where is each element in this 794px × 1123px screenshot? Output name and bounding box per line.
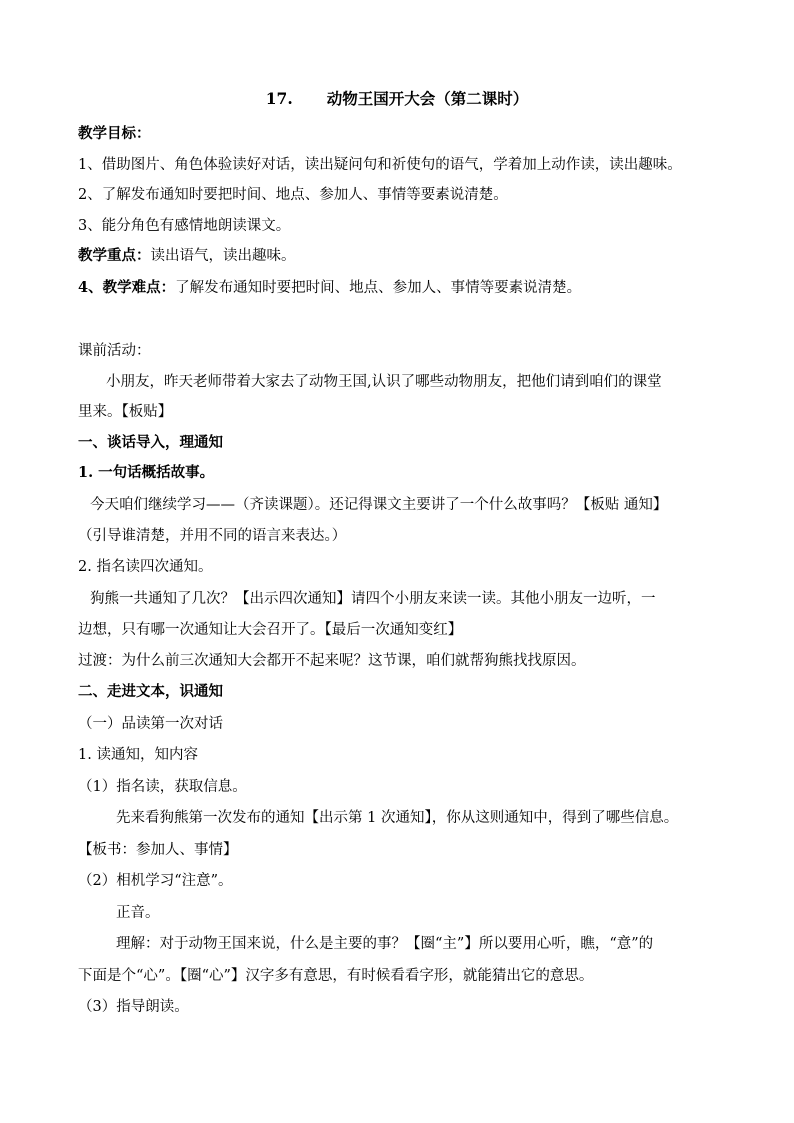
section1-heading: 一、谈话导入，理通知 xyxy=(78,434,223,451)
section2-sub1: （1）指名读，获取信息。 xyxy=(78,779,247,795)
section1-sub2-line-2: 边想，只有哪一次通知让大会召开了。【最后一次通知变红】 xyxy=(78,622,463,638)
section2-sub2-b-line-1: 理解：对于动物王国来说，什么是主要的事？【圈“主”】所以要用心听，瞧，“意”的 xyxy=(116,936,654,952)
section2-heading: 二、走进文本，识通知 xyxy=(78,683,223,700)
section2-sub1-line-1: 先来看狗熊第一次发布的通知【出示第 1 次通知】，你从这则通知中，得到了哪些信息。 xyxy=(116,810,679,826)
section2-sub3: （3）指导朗读。 xyxy=(78,999,189,1015)
pre-activity-line-2: 里来。【板贴】 xyxy=(78,404,173,420)
lesson-title xyxy=(0,88,794,110)
section1-sub1-line-1: 今天咱们继续学习——（齐读课题）。还记得课文主要讲了一个什么故事吗？【板贴 通知】 xyxy=(90,497,668,513)
difficulty xyxy=(78,278,738,298)
key-point-label: 教学重点： xyxy=(78,247,151,264)
difficulty-text: 了解发布通知时要把时间、地点、参加人、事情等要素说清楚。 xyxy=(175,280,582,296)
goal-item-2: 2、了解发布通知时要把时间、地点、参加人、事情等要素说清楚。 xyxy=(78,187,508,203)
key-point xyxy=(78,246,738,266)
section2-sub2-b-line-2: 下面是个“心”。【圈“心”】汉字多有意思，有时候看看字形，就能猜出它的意思。 xyxy=(78,968,594,984)
lesson-number: 17. xyxy=(265,89,293,108)
difficulty-label: 4、教学难点： xyxy=(78,279,176,296)
section1-sub2-line-1: 狗熊一共通知了几次？【出示四次通知】请四个小朋友来读一读。其他小朋友一边听，一 xyxy=(90,591,656,607)
key-point-text: 读出语气，读出趣味。 xyxy=(150,248,296,264)
section1-sub1: 1. 一句话概括故事。 xyxy=(78,464,215,481)
pre-activity-line-1: 小朋友，昨天老师带着大家去了动物王国,认识了哪些动物朋友，把他们请到咱们的课堂 xyxy=(106,374,662,390)
goals-heading: 教学目标： xyxy=(78,125,151,142)
section2-step1: 1. 读通知，知内容 xyxy=(78,747,198,763)
goal-item-1: 1、借助图片、角色体验读好对话，读出疑问句和祈使句的语气，学着加上动作读，读出趣味。 xyxy=(78,157,682,173)
section1-sub2: 2. 指名读四次通知。 xyxy=(78,559,213,575)
section1-sub1-line-2: （引导谁清楚，并用不同的语言来表达。） xyxy=(78,528,347,544)
section2-part1: （一）品读第一次对话 xyxy=(78,716,223,732)
goal-item-3: 3、能分角色有感情地朗读课文。 xyxy=(78,218,291,234)
section2-sub2-a: 正音。 xyxy=(116,905,160,921)
section2-sub1-line-2: 【板书：参加人、事情】 xyxy=(78,842,238,858)
lesson-title-text: 动物王国开大会（第二课时） xyxy=(326,89,529,108)
pre-activity-heading: 课前活动： xyxy=(78,343,151,359)
section2-sub2: （2）相机学习“注意”。 xyxy=(78,873,233,889)
section1-transition: 过渡：为什么前三次通知大会都开不起来呢？这节课，咱们就帮狗熊找找原因。 xyxy=(78,653,586,669)
